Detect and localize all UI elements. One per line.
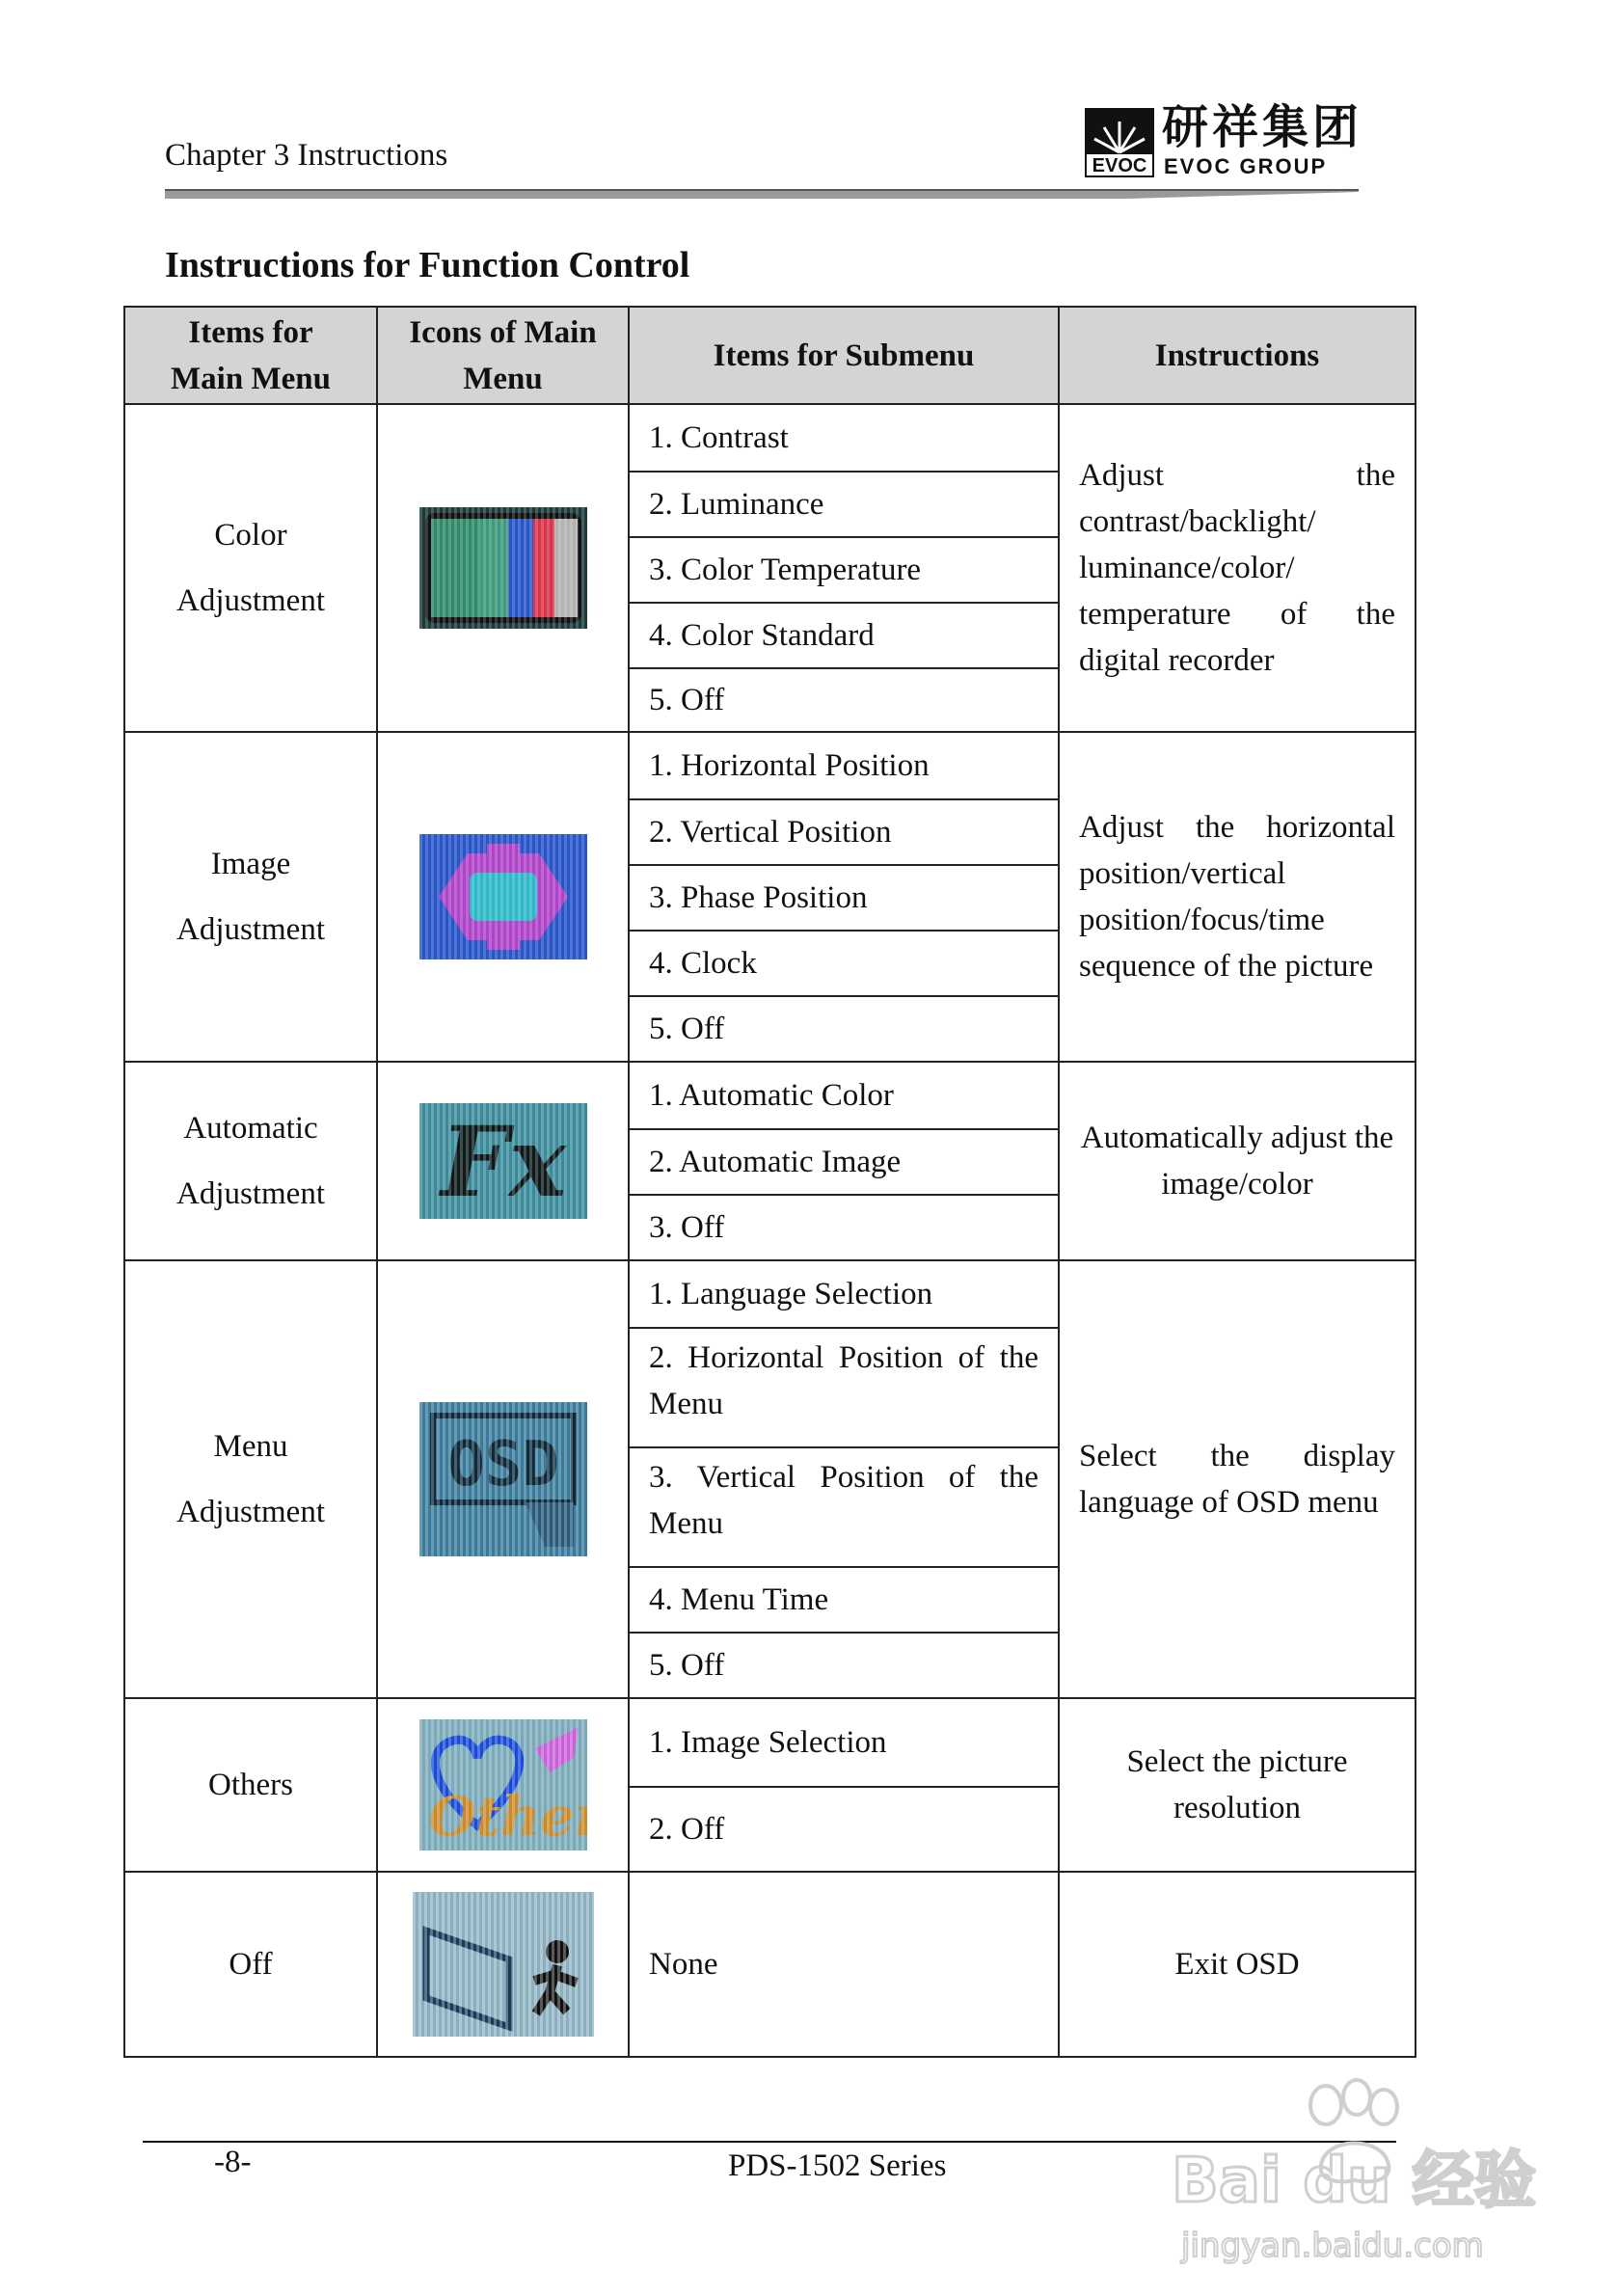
main-menu-item: Color Adjustment (124, 404, 377, 732)
submenu-item: 2. Off (630, 1786, 1058, 1871)
submenu-item: 3. Phase Position (630, 864, 1058, 930)
submenu-item: 4. Color Standard (630, 602, 1058, 667)
evoc-logo-mark (1085, 108, 1154, 177)
others-icon (419, 1719, 587, 1850)
submenu-item: 5. Off (630, 995, 1058, 1061)
evoc-logo (1085, 102, 1364, 185)
instruction-text: Exit OSD (1174, 1947, 1300, 1982)
table-header-row (124, 307, 1416, 404)
instruction-text: Adjust the contrast/backlight/ luminance/color/ temperature of the digital recorder (1079, 458, 1395, 678)
submenu-item: 3. Color Temperature (630, 536, 1058, 602)
table-row (124, 1260, 1416, 1698)
submenu-item: 4. Clock (630, 930, 1058, 995)
section-title: Instructions for Function Control (165, 245, 690, 285)
submenu-item: 5. Off (630, 1632, 1058, 1697)
submenu-item: 1. Image Selection (649, 1725, 887, 1760)
chapter-title: Chapter 3 Instructions (165, 138, 448, 173)
page-number: -8- (214, 2145, 252, 2179)
submenu-item: 1. Horizontal Position (649, 748, 930, 783)
table-row (124, 732, 1416, 1062)
instruction-text: Select the picture resolution (1126, 1744, 1348, 1825)
automatic-adjustment-fx-icon (419, 1103, 587, 1219)
color-adjustment-icon (419, 507, 587, 629)
submenu-none: None (629, 1872, 1059, 2057)
table-row (124, 404, 1416, 732)
submenu-item: 2. Automatic Image (630, 1128, 1058, 1194)
submenu-item: 2. Luminance (630, 471, 1058, 536)
main-menu-item: Image Adjustment (124, 732, 377, 1062)
header-submenu: Items for Submenu (629, 307, 1059, 404)
main-menu-item: Others (124, 1698, 377, 1872)
svg-text:Bai du 经验: Bai du 经验 (1172, 2146, 1536, 2217)
instruction-text: Select the display language of OSD menu (1079, 1439, 1395, 1520)
main-menu-item: Menu Adjustment (124, 1260, 377, 1698)
instruction-text: Adjust the horizontal position/vertical position/focus/time sequence of the picture (1079, 810, 1395, 984)
product-series: PDS-1502 Series (728, 2148, 947, 2183)
image-adjustment-icon (419, 834, 587, 959)
svg-text:jingyan.baidu.com: jingyan.baidu.com (1181, 2227, 1484, 2265)
menu-adjustment-osd-icon (419, 1402, 587, 1556)
main-menu-item: Automatic Adjustment (124, 1062, 377, 1260)
main-menu-item: Off (124, 1872, 377, 2057)
submenu-item: 3. Vertical Position of the Menu (630, 1446, 1058, 1566)
function-control-table (123, 306, 1416, 2058)
table-row (124, 1062, 1416, 1260)
header-icons: Icons of Main Menu (377, 307, 629, 404)
instruction-text: Automatically adjust the image/color (1080, 1121, 1394, 1202)
submenu-item: 3. Off (630, 1194, 1058, 1259)
submenu-item: 4. Menu Time (630, 1566, 1058, 1632)
table-row (124, 1698, 1416, 1872)
table-row (124, 1872, 1416, 2057)
submenu-item: 1. Language Selection (649, 1277, 933, 1311)
baidu-watermark (1152, 2059, 1538, 2271)
header-rule (165, 189, 1359, 199)
submenu-item: 2. Horizontal Position of the Menu (630, 1327, 1058, 1446)
header-instructions: Instructions (1059, 307, 1416, 404)
submenu-item: 5. Off (630, 667, 1058, 731)
exit-icon (413, 1892, 594, 2037)
logo-english-text: EVOC GROUP (1164, 154, 1328, 178)
header-main-menu: Items for Main Menu (124, 307, 377, 404)
submenu-item: 1. Automatic Color (649, 1078, 894, 1113)
logo-chinese-text: 研祥集团 (1162, 100, 1363, 154)
svg-text:EVOC: EVOC (1092, 155, 1147, 176)
submenu-item: 1. Contrast (649, 420, 789, 455)
submenu-item: 2. Vertical Position (630, 798, 1058, 864)
